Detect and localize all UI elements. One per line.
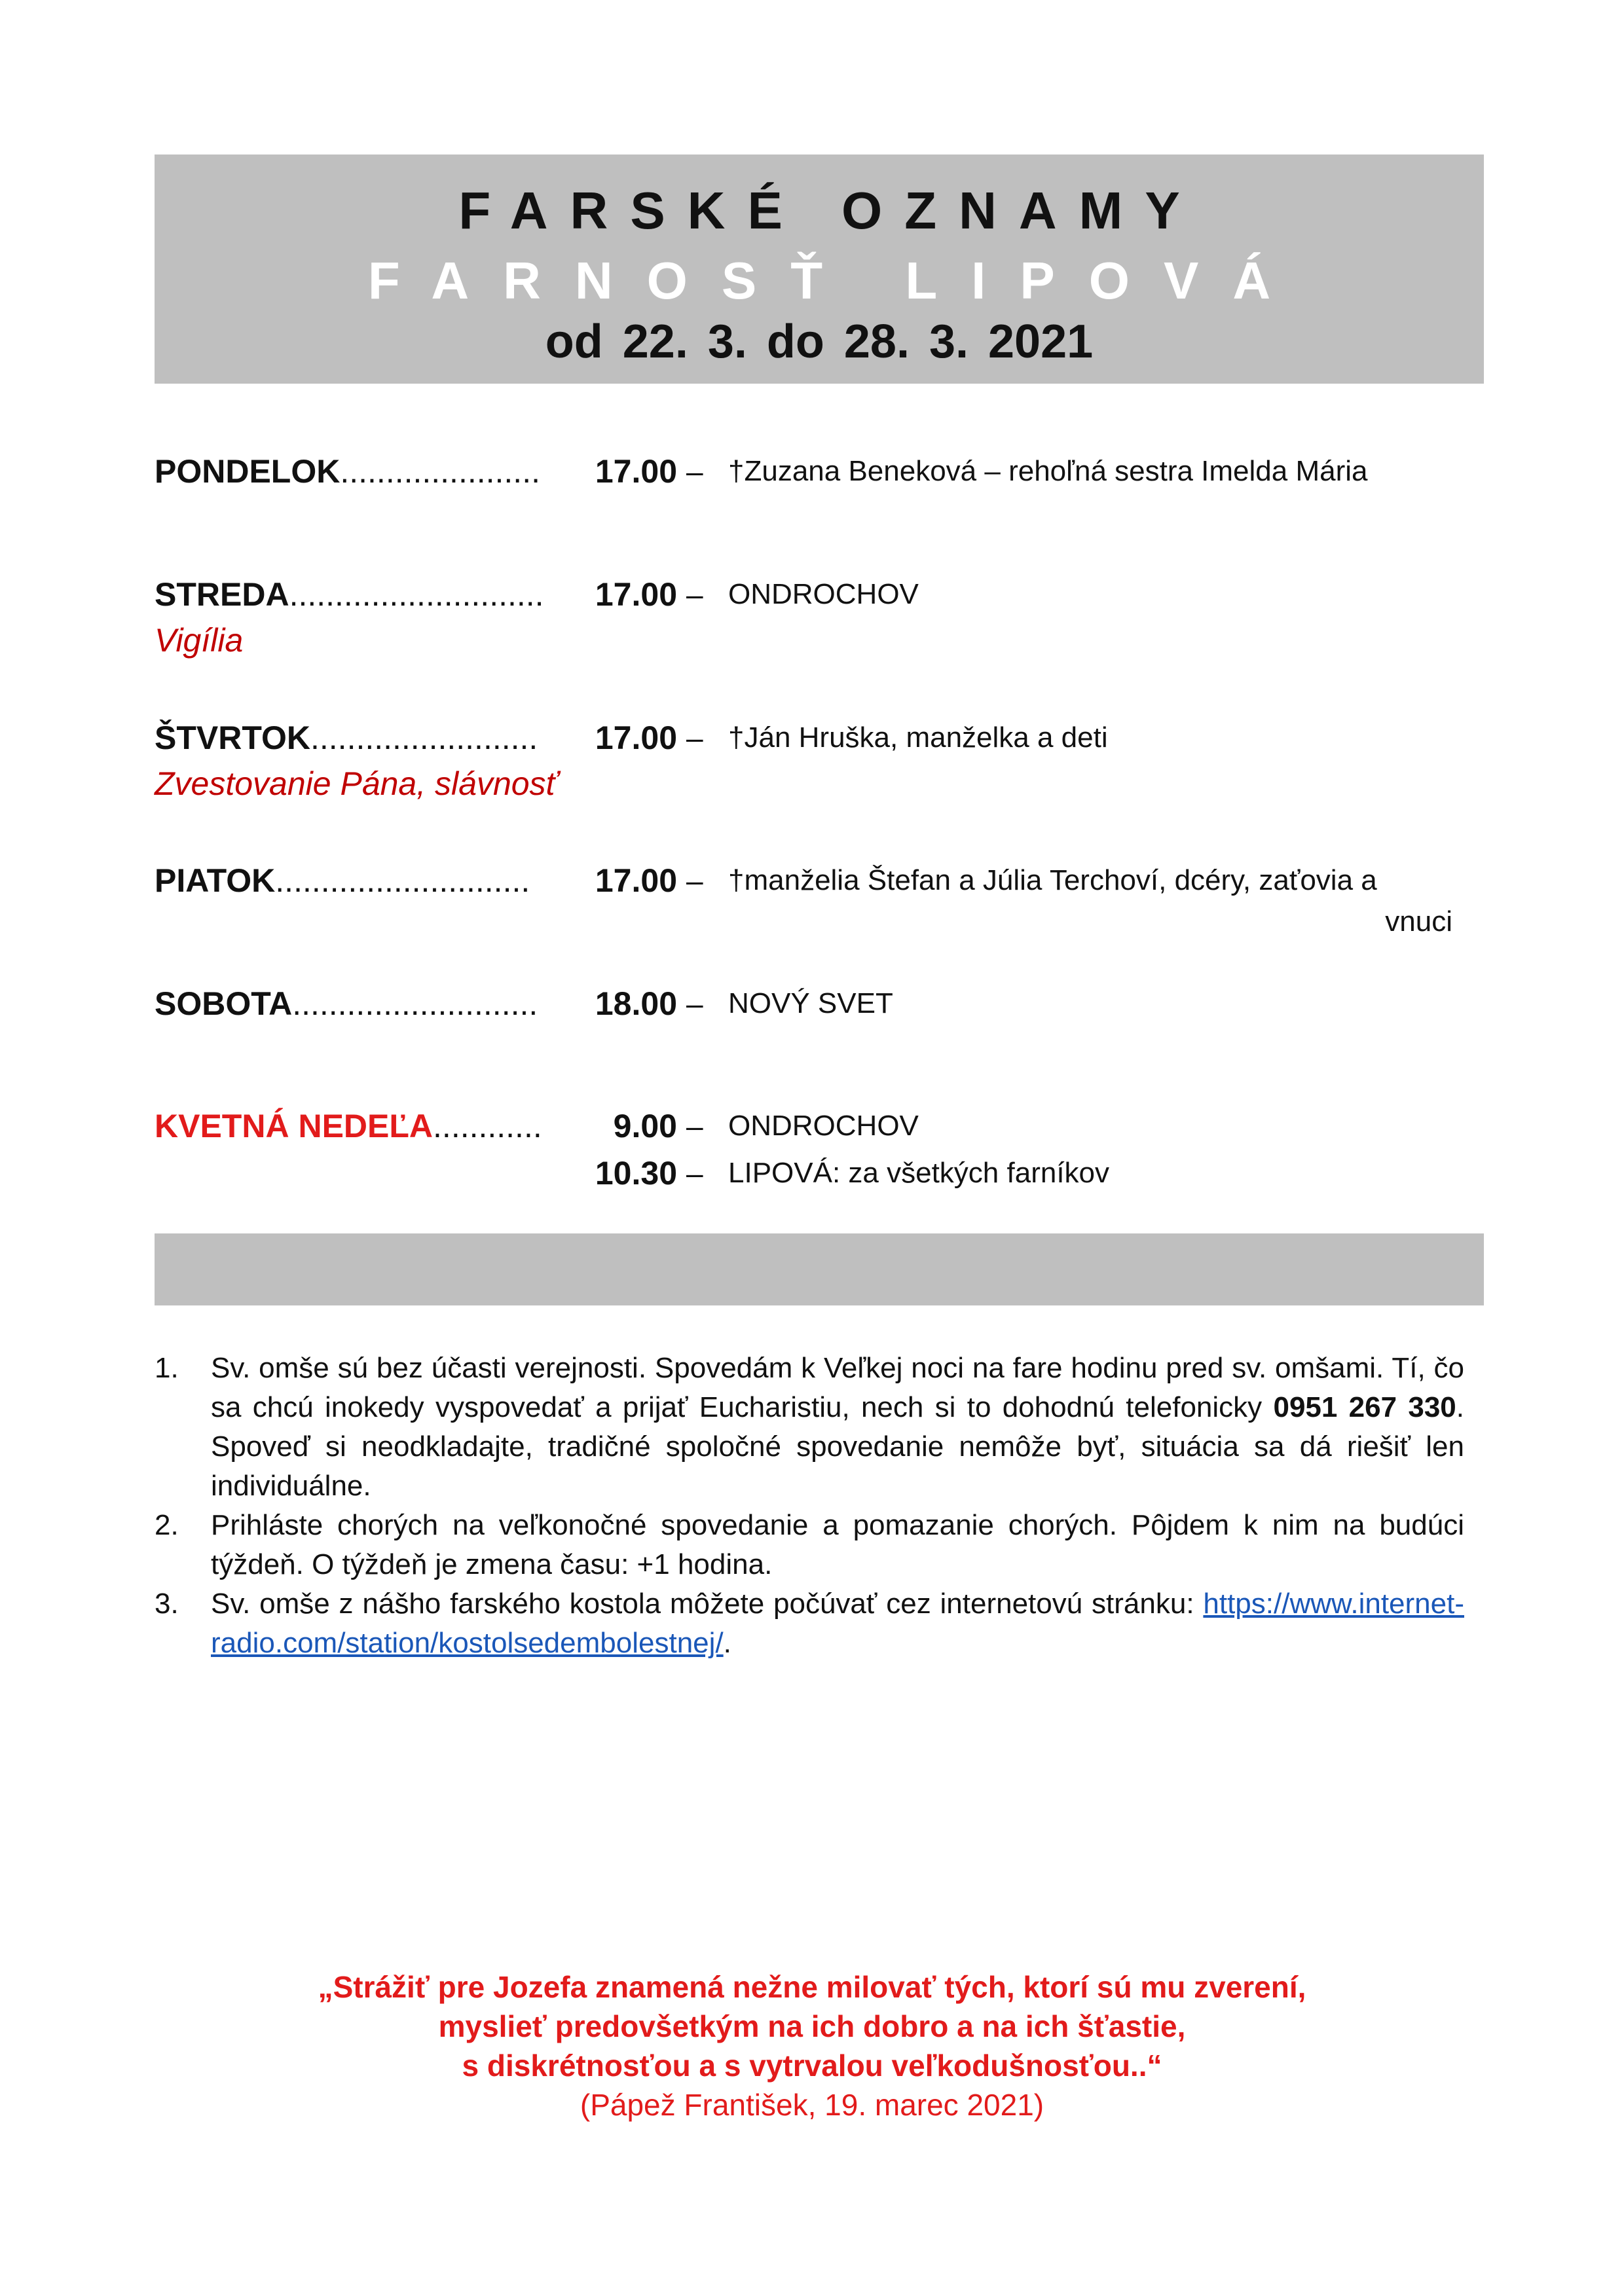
mass-time: 18.00 [595,985,677,1022]
dash: – [686,987,703,1021]
leader-dots: ............ [433,1108,542,1144]
notice-text-part: . Spoveď si neodkladajte, tradičné spoločné spovedanie nemôže byť, situácia sa dá riešiť len individuálne. [211,1391,1464,1502]
schedule-day-saturday [155,984,538,1023]
notice-number: 1. [155,1352,179,1384]
schedule-day-wednesday [155,575,544,614]
day-name: KVETNÁ NEDEĽA [155,1108,434,1144]
schedule-day-thursday [155,718,538,757]
dash: – [686,454,703,488]
notice-text: Prihláste chorých na veľkonočné spovedanie a pomazanie chorých. Pôjdem k nim na budúci týždeň. O týždeň je zmena času: +1 hodina. [211,1509,1464,1580]
parish-name: FARNOSŤ LIPOVÁ [367,251,1305,310]
mass-time: 9.00 [613,1108,677,1144]
notice-number: 2. [155,1509,179,1541]
separator-bar [155,1233,1484,1305]
mass-intention: †Zuzana Beneková – rehoľná sestra Imelda Mária [728,455,1368,487]
day-name: PONDELOK [155,453,341,490]
mass-intention: ONDROCHOV [728,578,919,610]
dash: – [686,721,703,755]
mass-intention-second: LIPOVÁ: za všetkých farníkov [728,1157,1110,1189]
notice-number: 3. [155,1588,179,1620]
day-name: PIATOK [155,862,276,899]
schedule-day-sunday [155,1106,542,1146]
header-banner [155,155,1484,384]
quote-line: s diskrétnosťou a s vytrvalou veľkodušnosťou..“ [462,2049,1162,2083]
notice-text [211,1584,1464,1663]
liturgical-note: Vigília [155,622,244,659]
leader-dots: ......................... [310,720,538,756]
quote-source: (Pápež František, 19. marec 2021) [580,2088,1044,2122]
date-range: od 22. 3. do 28. 3. 2021 [545,316,1094,368]
mass-intention: ONDROCHOV [728,1110,919,1142]
mass-time-second: 10.30 [595,1155,677,1192]
quote-line: „Strážiť pre Jozefa znamená nežne milovať tých, ktorí sú mu zverení, [318,1970,1306,2004]
leader-dots: ........................... [292,985,538,1022]
notices-list [155,1349,1464,1663]
schedule-day-monday [155,452,540,491]
leader-dots: ............................ [275,862,530,899]
day-name: ŠTVRTOK [155,720,310,756]
mass-time: 17.00 [595,576,677,613]
notice-item [155,1506,1464,1584]
mass-intention: NOVÝ SVET [728,987,893,1019]
leader-dots: ...................... [340,453,540,490]
notice-item [155,1349,1464,1506]
day-name: STREDA [155,576,289,613]
mass-intention: †Ján Hruška, manželka a deti [728,721,1108,754]
quote-line: myslieť predovšetkým na ich dobro a na ich šťastie, [438,2009,1186,2043]
mass-intention: †manželia Štefan a Júlia Terchoví, dcéry, zaťovia a [728,864,1377,896]
mass-time: 17.00 [595,720,677,756]
notice-item [155,1584,1464,1663]
mass-time: 17.00 [595,453,677,490]
dash: – [686,1156,703,1190]
dash: – [686,577,703,611]
notice-text-part: Sv. omše sú bez účasti verejnosti. Spovedám k Veľkej noci na fare hodinu pred sv. omšami. Tí, čo sa chcú inokedy vyspovedať a prijať Eucharistiu, nech si to dohodnú telefonicky [211,1352,1464,1423]
phone-number: 0951 267 330 [1273,1391,1456,1423]
mass-time: 17.00 [595,862,677,899]
leader-dots: ............................ [289,576,544,613]
dash: – [686,864,703,898]
page-title: FARSKÉ OZNAMY [458,181,1202,240]
liturgical-note: Zvestovanie Pána, slávnosť [155,765,558,802]
day-name: SOBOTA [155,985,293,1022]
pope-quote [0,1967,1624,2124]
notice-text [211,1349,1464,1506]
mass-intention-continued: vnuci [1385,905,1452,938]
notice-text-part: Sv. omše z nášho farského kostola môžete počúvať cez internetovú stránku: [211,1588,1204,1620]
notice-text-part: . [723,1627,731,1659]
schedule-day-friday [155,861,530,900]
dash: – [686,1109,703,1143]
radio-stream-link[interactable]: https://www.internet-radio.com/station/kostolsedembolestnej/ [211,1588,1464,1659]
